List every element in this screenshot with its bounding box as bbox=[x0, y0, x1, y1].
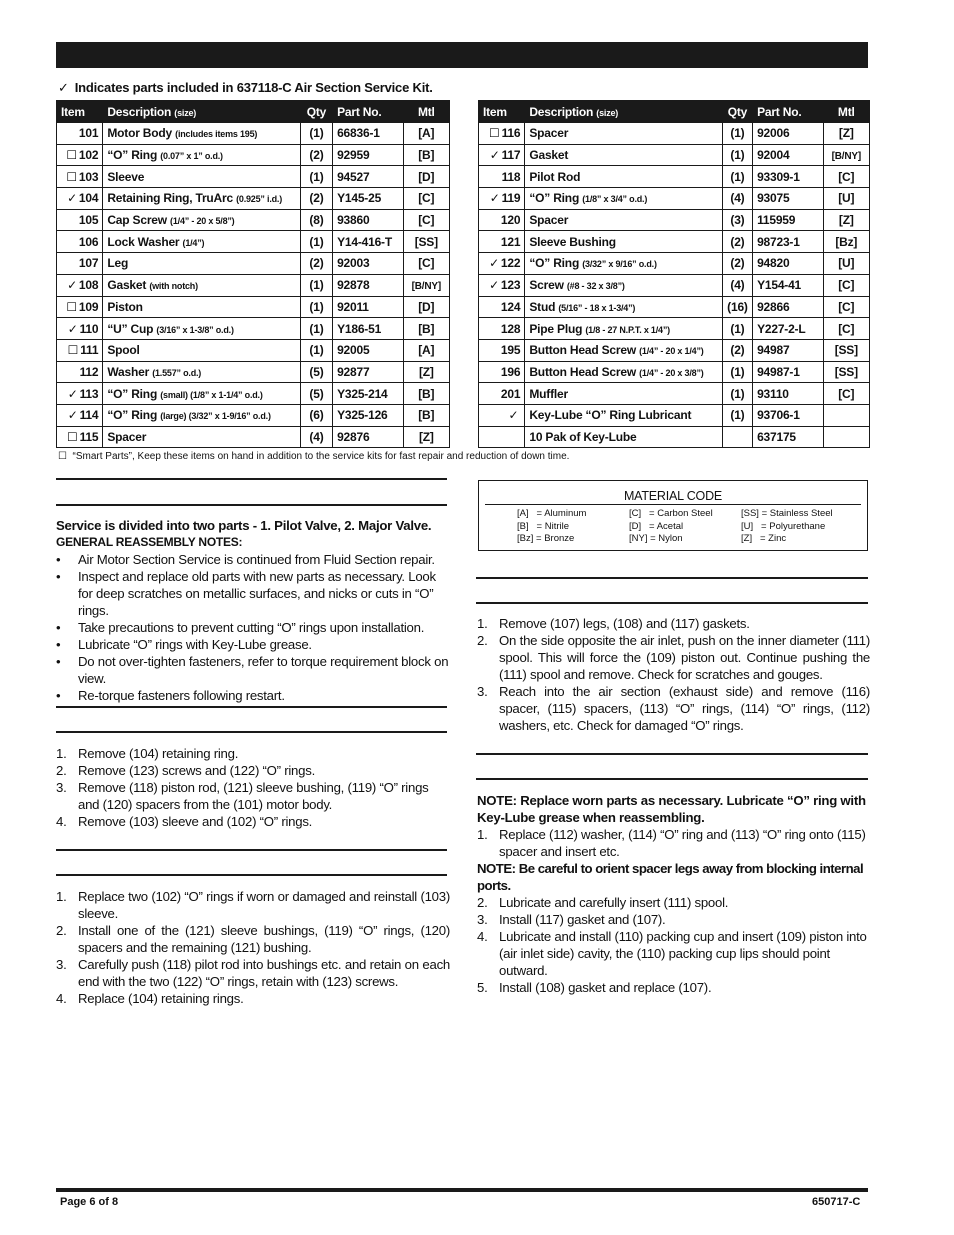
qty-cell: (2) bbox=[722, 231, 752, 253]
pilot-disassembly-list bbox=[56, 745, 450, 830]
col-part-no: Part No. bbox=[333, 101, 404, 123]
qty-cell: (2) bbox=[300, 188, 332, 210]
item-cell: 120 bbox=[479, 209, 525, 231]
part-no-cell: 94820 bbox=[753, 253, 824, 275]
major-reassembly bbox=[477, 792, 870, 996]
list-item: 5. Install (108) gasket and replace (107). bbox=[477, 980, 712, 995]
qty-cell: (1) bbox=[722, 383, 752, 405]
item-cell: ✓ 119 bbox=[479, 188, 525, 210]
pilot-disassembly bbox=[56, 745, 450, 830]
item-cell bbox=[479, 426, 525, 448]
description-cell: “O” Ring (3/32” x 9/16” o.d.) bbox=[525, 253, 723, 275]
item-cell: 112 bbox=[57, 361, 103, 383]
mtl-cell: [Z] bbox=[403, 361, 449, 383]
table-row bbox=[479, 209, 870, 231]
mtl-cell: [Z] bbox=[403, 426, 449, 448]
part-no-cell: 92005 bbox=[333, 339, 404, 361]
material-entry: [B] = Nitrile bbox=[517, 520, 569, 532]
qty-cell: (1) bbox=[722, 361, 752, 383]
table-row bbox=[57, 318, 450, 340]
part-no-cell: 92876 bbox=[333, 426, 404, 448]
qty-cell: (2) bbox=[300, 144, 332, 166]
col-item: Item bbox=[57, 101, 103, 123]
part-no-cell: 94527 bbox=[333, 166, 404, 188]
mtl-cell: [C] bbox=[823, 318, 869, 340]
list-item: 1. Remove (107) legs, (108) and (117) gaskets. bbox=[477, 616, 750, 631]
qty-cell: (1) bbox=[300, 296, 332, 318]
footer-bar bbox=[56, 1188, 868, 1192]
item-cell: ☐ 103 bbox=[57, 166, 103, 188]
qty-cell: (4) bbox=[300, 426, 332, 448]
item-cell: 128 bbox=[479, 318, 525, 340]
table-row bbox=[57, 188, 450, 210]
material-code-box bbox=[478, 480, 868, 551]
part-no-cell: Y145-25 bbox=[333, 188, 404, 210]
mtl-cell: [SS] bbox=[403, 231, 449, 253]
mtl-cell: [C] bbox=[823, 383, 869, 405]
page-number: Page 6 of 8 bbox=[60, 1196, 119, 1208]
table-row bbox=[479, 166, 870, 188]
description-cell: Button Head Screw (1/4” - 20 x 3/8”) bbox=[525, 361, 723, 383]
section-rule bbox=[476, 753, 868, 755]
qty-cell: (2) bbox=[300, 253, 332, 275]
part-no-cell: 637175 bbox=[753, 426, 824, 448]
mtl-cell: [Z] bbox=[823, 123, 869, 145]
mtl-cell: [C] bbox=[403, 253, 449, 275]
list-item: 4. Lubricate and install (110) packing cup and insert (109) piston into (air inlet side) cavity, the (110) packing cup lips should point outward. bbox=[477, 929, 867, 978]
material-entry: [Bz] = Bronze bbox=[517, 533, 575, 544]
table-row bbox=[57, 166, 450, 188]
col-mtl: Mtl bbox=[403, 101, 449, 123]
material-entry: [A] = Aluminum bbox=[517, 508, 587, 519]
description-cell: “O” Ring (1/8” x 3/4” o.d.) bbox=[525, 188, 723, 210]
part-no-cell: 92006 bbox=[753, 123, 824, 145]
table-row bbox=[57, 253, 450, 275]
section-rule bbox=[476, 577, 868, 579]
item-cell: ✓ 122 bbox=[479, 253, 525, 275]
item-cell: ✓ 104 bbox=[57, 188, 103, 210]
part-no-cell: Y154-41 bbox=[753, 274, 824, 296]
major-disassembly-list bbox=[477, 615, 870, 734]
item-cell: 196 bbox=[479, 361, 525, 383]
table-row bbox=[57, 426, 450, 448]
description-cell: “O” Ring (0.07” x 1” o.d.) bbox=[103, 144, 301, 166]
mtl-cell: [SS] bbox=[823, 339, 869, 361]
description-cell: Motor Body (includes items 195) bbox=[103, 123, 301, 145]
description-cell: Spool bbox=[103, 339, 301, 361]
part-no-cell: 94987-1 bbox=[753, 361, 824, 383]
material-entry: [Z] = Zinc bbox=[741, 533, 787, 544]
item-cell: 121 bbox=[479, 231, 525, 253]
qty-cell: (8) bbox=[300, 209, 332, 231]
mtl-cell: [B] bbox=[403, 144, 449, 166]
part-no-cell: 92003 bbox=[333, 253, 404, 275]
item-cell: 118 bbox=[479, 166, 525, 188]
header-bar bbox=[56, 42, 868, 68]
col-mtl: Mtl bbox=[823, 101, 869, 123]
description-cell: Key-Lube “O” Ring Lubricant bbox=[525, 404, 723, 426]
description-cell: “O” Ring (small) (1/8” x 1-1/4” o.d.) bbox=[103, 383, 301, 405]
list-item: • Do not over-tighten fasteners, refer to torque requirement block on view. bbox=[56, 654, 449, 686]
general-heading: GENERAL REASSEMBLY NOTES: bbox=[56, 535, 243, 549]
part-no-cell: Y325-126 bbox=[333, 404, 404, 426]
major-note-2: NOTE: Be careful to orient spacer legs away from blocking internal ports. bbox=[477, 861, 864, 893]
part-no-cell: 92959 bbox=[333, 144, 404, 166]
qty-cell: (2) bbox=[722, 339, 752, 361]
list-item: 2. Install one of the (121) sleeve bushings, (119) “O” rings, (120) spacers and the remaining (121) bushing. bbox=[56, 923, 450, 955]
description-cell: Gasket (with notch) bbox=[103, 274, 301, 296]
table-row bbox=[479, 253, 870, 275]
table-row bbox=[479, 123, 870, 145]
material-entry: [U] = Polyurethane bbox=[741, 520, 826, 532]
major-note-1: NOTE: Replace worn parts as necessary. Lubricate “O” ring with Key-Lube grease when reassembling. bbox=[477, 793, 866, 825]
material-col-1 bbox=[517, 508, 586, 546]
qty-cell: (1) bbox=[300, 123, 332, 145]
description-cell: Cap Screw (1/4” - 20 x 5/8”) bbox=[103, 209, 301, 231]
description-cell: Pipe Plug (1/8 - 27 N.P.T. x 1/4”) bbox=[525, 318, 723, 340]
list-item: 1. Replace (112) washer, (114) “O” ring and (113) “O” ring onto (115) spacer and insert etc. bbox=[477, 827, 866, 859]
description-cell: Piston bbox=[103, 296, 301, 318]
section-rule bbox=[56, 504, 447, 506]
parts-table-right bbox=[478, 100, 870, 448]
description-cell: “U” Cup (3/16” x 1-3/8” o.d.) bbox=[103, 318, 301, 340]
check-icon: ✓ bbox=[58, 80, 69, 95]
list-item: 3. Install (117) gasket and (107). bbox=[477, 912, 666, 927]
qty-cell bbox=[722, 426, 752, 448]
service-lead: Service is divided into two parts - 1. Pilot Valve, 2. Major Valve. bbox=[56, 518, 432, 533]
mtl-cell: [D] bbox=[403, 166, 449, 188]
table-row bbox=[479, 426, 870, 448]
section-rule bbox=[56, 731, 447, 733]
description-cell: Spacer bbox=[525, 209, 723, 231]
list-item: • Re-torque fasteners following restart. bbox=[56, 688, 285, 703]
item-cell: 107 bbox=[57, 253, 103, 275]
qty-cell: (2) bbox=[722, 253, 752, 275]
description-cell: Muffler bbox=[525, 383, 723, 405]
description-cell: Stud (5/16” - 18 x 1-3/4”) bbox=[525, 296, 723, 318]
part-no-cell: 115959 bbox=[753, 209, 824, 231]
list-item: 2. Lubricate and carefully insert (111) spool. bbox=[477, 895, 729, 910]
table-row bbox=[479, 274, 870, 296]
mtl-cell: [B] bbox=[403, 404, 449, 426]
list-item: • Lubricate “O” rings with Key-Lube grease. bbox=[56, 637, 312, 652]
list-item: 3. Reach into the air section (exhaust side) and remove (116) spacer, (115) spacers, (113) “O” rings, (114) “O” rings, (112) washers, etc. Check for damaged “O” rings. bbox=[477, 684, 870, 733]
item-cell: 101 bbox=[57, 123, 103, 145]
section-rule bbox=[56, 849, 447, 851]
item-cell: 106 bbox=[57, 231, 103, 253]
mtl-cell: [Bz] bbox=[823, 231, 869, 253]
mtl-cell: [U] bbox=[823, 188, 869, 210]
description-cell: Lock Washer (1/4”) bbox=[103, 231, 301, 253]
item-cell: 124 bbox=[479, 296, 525, 318]
section-rule bbox=[476, 602, 868, 604]
qty-cell: (3) bbox=[722, 209, 752, 231]
list-item: 3. Remove (118) piston rod, (121) sleeve bushing, (119) “O” rings and (120) spacers from the (101) motor body. bbox=[56, 780, 429, 812]
qty-cell: (1) bbox=[722, 166, 752, 188]
part-no-cell: 93110 bbox=[753, 383, 824, 405]
part-no-cell: 66836-1 bbox=[333, 123, 404, 145]
qty-cell: (1) bbox=[722, 144, 752, 166]
qty-cell: (1) bbox=[300, 166, 332, 188]
part-no-cell: Y186-51 bbox=[333, 318, 404, 340]
checkbox-icon: ☐ bbox=[58, 451, 67, 462]
part-no-cell: 93706-1 bbox=[753, 404, 824, 426]
mtl-cell: [C] bbox=[823, 166, 869, 188]
material-entry: [NY] = Nylon bbox=[629, 533, 683, 544]
table-row bbox=[57, 123, 450, 145]
description-cell: 10 Pak of Key-Lube bbox=[525, 426, 723, 448]
part-no-cell: 94987 bbox=[753, 339, 824, 361]
material-entry: [SS] = Stainless Steel bbox=[741, 508, 833, 519]
list-item: 2. Remove (123) screws and (122) “O” rings. bbox=[56, 763, 315, 778]
list-item: 1. Replace two (102) “O” rings if worn or damaged and reinstall (103) sleeve. bbox=[56, 889, 450, 921]
general-list bbox=[56, 551, 450, 704]
table-row bbox=[57, 296, 450, 318]
section-rule bbox=[56, 478, 447, 480]
mtl-cell: [C] bbox=[823, 274, 869, 296]
description-cell: Sleeve Bushing bbox=[525, 231, 723, 253]
part-no-cell: 92878 bbox=[333, 274, 404, 296]
table-row bbox=[479, 361, 870, 383]
table-row bbox=[479, 404, 870, 426]
part-no-cell: Y14-416-T bbox=[333, 231, 404, 253]
kit-note: ✓ Indicates parts included in 637118-C Air Section Service Kit. bbox=[58, 80, 433, 95]
part-no-cell: 92004 bbox=[753, 144, 824, 166]
col-description: Description (size) bbox=[525, 101, 723, 123]
table-row bbox=[57, 209, 450, 231]
item-cell: ✓ 113 bbox=[57, 383, 103, 405]
qty-cell: (16) bbox=[722, 296, 752, 318]
part-no-cell: Y325-214 bbox=[333, 383, 404, 405]
description-cell: Spacer bbox=[103, 426, 301, 448]
item-cell: 201 bbox=[479, 383, 525, 405]
part-no-cell: 93075 bbox=[753, 188, 824, 210]
table-row bbox=[479, 144, 870, 166]
item-cell: ☐ 111 bbox=[57, 339, 103, 361]
list-item: 4. Replace (104) retaining rings. bbox=[56, 991, 244, 1006]
description-cell: Spacer bbox=[525, 123, 723, 145]
material-col-2 bbox=[629, 508, 713, 546]
list-item: 4. Remove (103) sleeve and (102) “O” rings. bbox=[56, 814, 313, 829]
qty-cell: (1) bbox=[722, 318, 752, 340]
item-cell: ✓ 110 bbox=[57, 318, 103, 340]
section-rule bbox=[56, 874, 447, 876]
smart-parts-note: ☐ “Smart Parts”, Keep these items on hand in addition to the service kits for fast repair and reduction of down time. bbox=[58, 451, 570, 462]
col-qty: Qty bbox=[300, 101, 332, 123]
table-row bbox=[57, 361, 450, 383]
mtl-cell: [C] bbox=[403, 209, 449, 231]
item-cell: 105 bbox=[57, 209, 103, 231]
pilot-reassembly-list bbox=[56, 888, 450, 1007]
item-cell: ✓ bbox=[479, 404, 525, 426]
mtl-cell bbox=[823, 426, 869, 448]
material-code-title: MATERIAL CODE bbox=[623, 489, 723, 503]
material-entry: [C] = Carbon Steel bbox=[629, 508, 713, 519]
pilot-reassembly bbox=[56, 888, 450, 1007]
section-rule bbox=[476, 778, 868, 780]
list-item: 1. Remove (104) retaining ring. bbox=[56, 746, 239, 761]
mtl-cell: [U] bbox=[823, 253, 869, 275]
mtl-cell bbox=[823, 404, 869, 426]
description-cell: Gasket bbox=[525, 144, 723, 166]
item-cell: ☐ 102 bbox=[57, 144, 103, 166]
major-disassembly bbox=[477, 615, 870, 734]
parts-table-left bbox=[56, 100, 450, 448]
table-row bbox=[479, 296, 870, 318]
part-no-cell: 92877 bbox=[333, 361, 404, 383]
qty-cell: (1) bbox=[300, 318, 332, 340]
description-cell: Washer (1.557” o.d.) bbox=[103, 361, 301, 383]
mtl-cell: [C] bbox=[823, 296, 869, 318]
major-reassembly-list bbox=[477, 894, 870, 996]
qty-cell: (5) bbox=[300, 383, 332, 405]
table-row bbox=[479, 318, 870, 340]
list-item: • Air Motor Section Service is continued from Fluid Section repair. bbox=[56, 552, 435, 567]
list-item: 2. On the side opposite the air inlet, push on the inner diameter (111) spool. This will force the (109) piston out. Continue pushing the (111) spool and remove. Check for scratches and gouges. bbox=[477, 633, 870, 682]
qty-cell: (5) bbox=[300, 361, 332, 383]
mtl-cell: [B/NY] bbox=[403, 274, 449, 296]
item-cell: ✓ 117 bbox=[479, 144, 525, 166]
table-row bbox=[57, 383, 450, 405]
description-cell: Screw (#8 - 32 x 3/8”) bbox=[525, 274, 723, 296]
item-cell: ✓ 108 bbox=[57, 274, 103, 296]
description-cell: Sleeve bbox=[103, 166, 301, 188]
item-cell: ☐ 115 bbox=[57, 426, 103, 448]
qty-cell: (1) bbox=[722, 404, 752, 426]
table-row bbox=[57, 144, 450, 166]
qty-cell: (1) bbox=[722, 123, 752, 145]
part-no-cell: 92866 bbox=[753, 296, 824, 318]
mtl-cell: [A] bbox=[403, 123, 449, 145]
mtl-cell: [D] bbox=[403, 296, 449, 318]
section-rule bbox=[56, 706, 447, 708]
item-cell: ✓ 123 bbox=[479, 274, 525, 296]
list-item: • Take precautions to prevent cutting “O” rings upon installation. bbox=[56, 620, 425, 635]
item-cell: ☐ 116 bbox=[479, 123, 525, 145]
part-no-cell: 92011 bbox=[333, 296, 404, 318]
material-entry: [D] = Acetal bbox=[629, 520, 684, 532]
mtl-cell: [C] bbox=[403, 188, 449, 210]
item-cell: ☐ 109 bbox=[57, 296, 103, 318]
general-notes bbox=[56, 517, 450, 704]
description-cell: Button Head Screw (1/4” - 20 x 1/4”) bbox=[525, 339, 723, 361]
list-item: 3. Carefully push (118) pilot rod into bushings etc. and retain on each end with the two (122) “O” rings, retain with (123) screws. bbox=[56, 957, 450, 989]
qty-cell: (4) bbox=[722, 274, 752, 296]
mtl-cell: [B/NY] bbox=[823, 144, 869, 166]
document-number: 650717-C bbox=[812, 1196, 861, 1208]
mtl-cell: [B] bbox=[403, 383, 449, 405]
qty-cell: (1) bbox=[300, 339, 332, 361]
col-qty: Qty bbox=[722, 101, 752, 123]
description-cell: “O” Ring (large) (3/32” x 1-9/16” o.d.) bbox=[103, 404, 301, 426]
col-part-no: Part No. bbox=[753, 101, 824, 123]
qty-cell: (1) bbox=[300, 231, 332, 253]
part-no-cell: 93309-1 bbox=[753, 166, 824, 188]
list-item: • Inspect and replace old parts with new parts as necessary. Look for deep scratches on metallic surfaces, and nicks or cuts in “O” rings. bbox=[56, 569, 436, 618]
mtl-cell: [Z] bbox=[823, 209, 869, 231]
col-description: Description (size) bbox=[103, 101, 301, 123]
item-cell: ✓ 114 bbox=[57, 404, 103, 426]
table-row bbox=[479, 383, 870, 405]
part-no-cell: 93860 bbox=[333, 209, 404, 231]
part-no-cell: 98723-1 bbox=[753, 231, 824, 253]
mtl-cell: [SS] bbox=[823, 361, 869, 383]
col-item: Item bbox=[479, 101, 525, 123]
table-row bbox=[479, 188, 870, 210]
table-row bbox=[57, 274, 450, 296]
qty-cell: (6) bbox=[300, 404, 332, 426]
part-no-cell: Y227-2-L bbox=[753, 318, 824, 340]
description-cell: Leg bbox=[103, 253, 301, 275]
material-col-3 bbox=[741, 508, 833, 546]
item-cell: 195 bbox=[479, 339, 525, 361]
qty-cell: (4) bbox=[722, 188, 752, 210]
mtl-cell: [A] bbox=[403, 339, 449, 361]
table-row bbox=[57, 339, 450, 361]
table-row bbox=[479, 339, 870, 361]
qty-cell: (1) bbox=[300, 274, 332, 296]
table-row bbox=[57, 231, 450, 253]
description-cell: Pilot Rod bbox=[525, 166, 723, 188]
description-cell: Retaining Ring, TruArc (0.925” i.d.) bbox=[103, 188, 301, 210]
table-row bbox=[57, 404, 450, 426]
table-row bbox=[479, 231, 870, 253]
mtl-cell: [B] bbox=[403, 318, 449, 340]
